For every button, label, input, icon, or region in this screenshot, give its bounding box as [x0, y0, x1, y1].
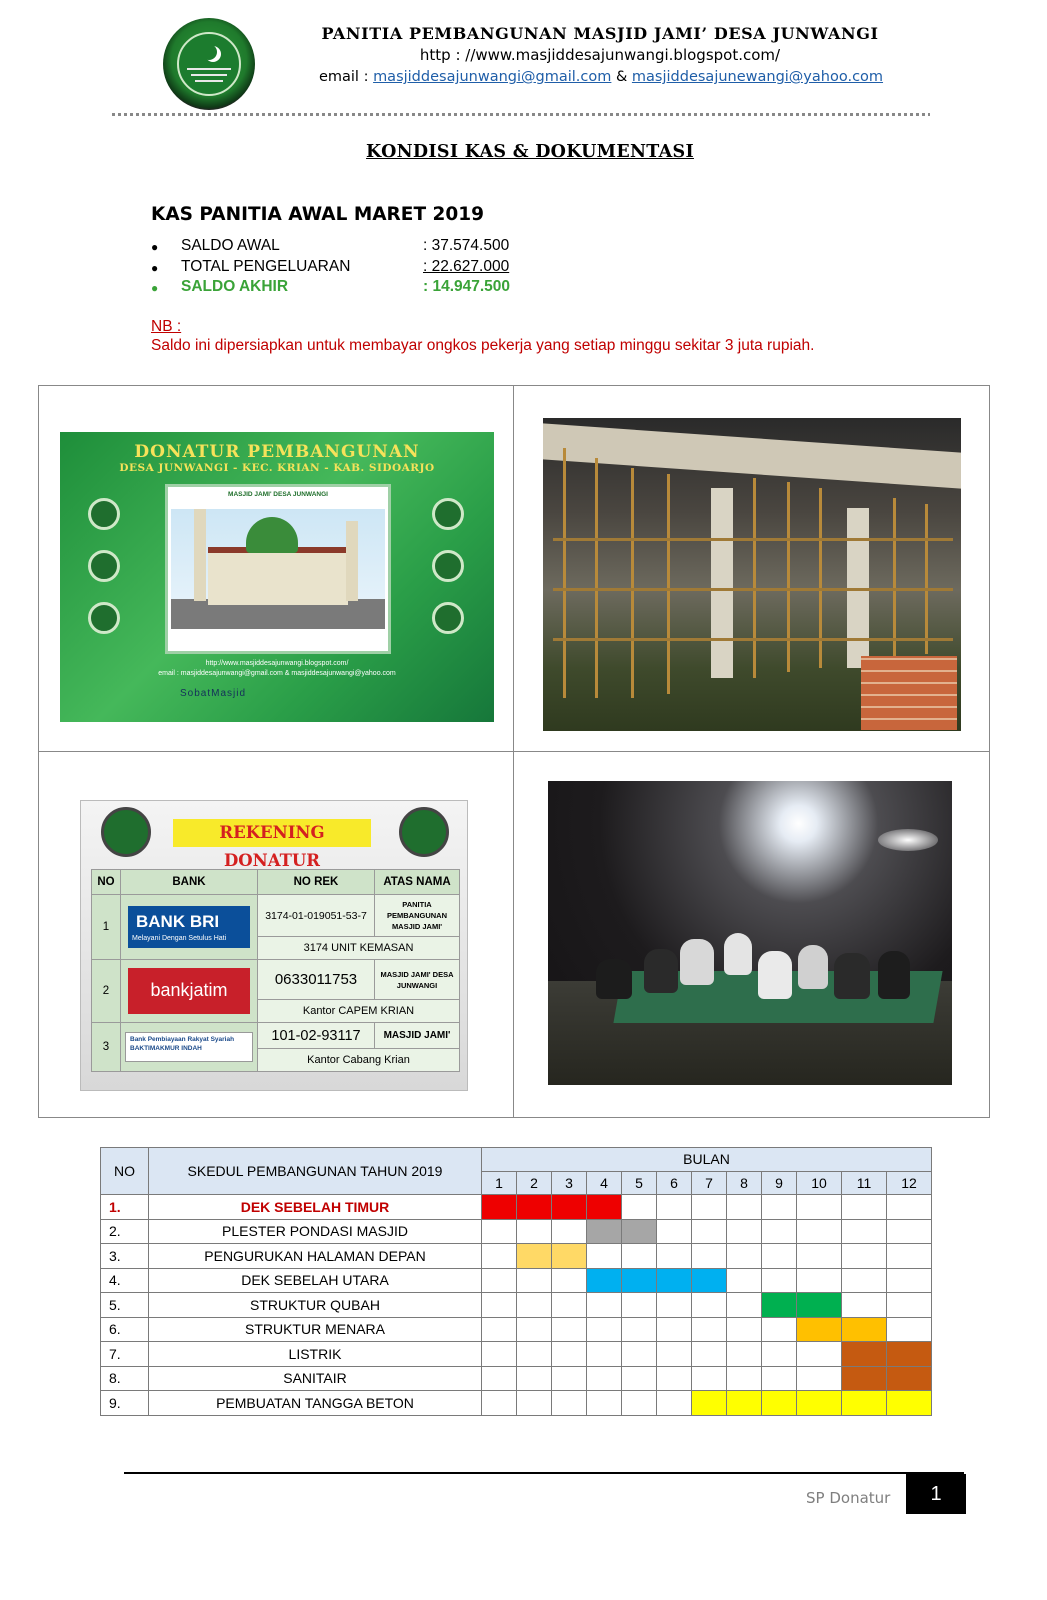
schedule-empty-cell	[692, 1293, 727, 1318]
social-icons: SobatMasjid	[180, 688, 247, 699]
schedule-task: DEK SEBELAH UTARA	[149, 1268, 482, 1293]
kas-value: : 37.574.500	[423, 237, 510, 254]
schedule-bar-cell	[797, 1391, 842, 1416]
month-header: 8	[727, 1171, 762, 1195]
schedule-empty-cell	[842, 1268, 887, 1293]
schedule-no: 5.	[101, 1293, 149, 1318]
schedule-empty-cell	[797, 1268, 842, 1293]
account-holder: PANITIA PEMBANGUNAN MASJID JAMI'	[375, 895, 460, 937]
schedule-task: PEMBUATAN TANGGA BETON	[149, 1391, 482, 1416]
schedule-empty-cell	[587, 1391, 622, 1416]
month-header: 6	[657, 1171, 692, 1195]
email-link-yahoo[interactable]: masjiddesajunewangi@yahoo.com	[631, 69, 884, 85]
org-logo-icon	[101, 807, 151, 857]
rek-no: 1	[92, 895, 121, 960]
month-header: 10	[797, 1171, 842, 1195]
schedule-no: 9.	[101, 1391, 149, 1416]
month-header: 9	[762, 1171, 797, 1195]
schedule-row	[101, 1244, 932, 1269]
bank-logo-bprs	[121, 1023, 258, 1072]
schedule-row	[101, 1268, 932, 1293]
schedule-no: 4.	[101, 1268, 149, 1293]
bullet-icon: ●	[151, 261, 159, 275]
schedule-empty-cell	[797, 1244, 842, 1269]
emblem-icon	[432, 498, 464, 530]
schedule-bar-cell	[887, 1342, 932, 1367]
schedule-task: PLESTER PONDASI MASJID	[149, 1219, 482, 1244]
kas-value: : 14.947.500	[423, 278, 511, 295]
schedule-empty-cell	[762, 1219, 797, 1244]
bank-logo-jatim	[121, 960, 258, 1023]
kas-label: TOTAL PENGELUARAN	[181, 258, 351, 275]
account-holder: MASJID JAMI'	[375, 1023, 460, 1049]
schedule-empty-cell	[587, 1317, 622, 1342]
schedule-bar-cell	[762, 1293, 797, 1318]
schedule-empty-cell	[657, 1219, 692, 1244]
schedule-bar-cell	[842, 1366, 887, 1391]
schedule-bar-cell	[587, 1195, 622, 1220]
schedule-empty-cell	[887, 1195, 932, 1220]
col-header-no: NO	[101, 1148, 149, 1195]
schedule-bar-cell	[842, 1391, 887, 1416]
schedule-empty-cell	[657, 1366, 692, 1391]
schedule-empty-cell	[587, 1244, 622, 1269]
schedule-empty-cell	[842, 1195, 887, 1220]
schedule-empty-cell	[482, 1219, 517, 1244]
schedule-row	[101, 1391, 932, 1416]
poster-subtitle: DESA JUNWANGI - KEC. KRIAN - KAB. SIDOARJO	[119, 462, 435, 474]
schedule-empty-cell	[552, 1219, 587, 1244]
schedule-task: PENGURUKAN HALAMAN DEPAN	[149, 1244, 482, 1269]
kas-label: SALDO AWAL	[181, 237, 280, 254]
schedule-empty-cell	[727, 1268, 762, 1293]
schedule-empty-cell	[517, 1317, 552, 1342]
schedule-empty-cell	[482, 1342, 517, 1367]
kas-label: SALDO AKHIR	[181, 278, 289, 295]
header-divider	[112, 113, 930, 116]
schedule-empty-cell	[887, 1317, 932, 1342]
month-header: 1	[482, 1171, 517, 1195]
bank-tagline: Melayani Dengan Setulus Hati	[132, 935, 227, 942]
schedule-row	[101, 1317, 932, 1342]
schedule-empty-cell	[727, 1195, 762, 1220]
schedule-bar-cell	[587, 1219, 622, 1244]
bank-logo-bri	[121, 895, 258, 960]
schedule-empty-cell	[517, 1268, 552, 1293]
schedule-empty-cell	[727, 1342, 762, 1367]
schedule-empty-cell	[692, 1366, 727, 1391]
rek-no: 2	[92, 960, 121, 1023]
kas-row-total-pengeluaran	[151, 258, 509, 278]
mosque-illustration	[165, 484, 391, 654]
schedule-bar-cell	[587, 1268, 622, 1293]
schedule-row	[101, 1195, 932, 1220]
schedule-bar-cell	[887, 1366, 932, 1391]
bank-name: BANK BRI	[136, 912, 220, 931]
schedule-bar-cell	[552, 1195, 587, 1220]
bank-name: bankjatim	[128, 968, 250, 1014]
month-header: 12	[887, 1171, 932, 1195]
schedule-empty-cell	[842, 1293, 887, 1318]
org-email	[296, 69, 906, 85]
col-header-month: BULAN	[482, 1148, 932, 1172]
schedule-empty-cell	[517, 1293, 552, 1318]
schedule-bar-cell	[797, 1317, 842, 1342]
schedule-empty-cell	[552, 1268, 587, 1293]
construction-photo-gathering	[548, 781, 952, 1085]
schedule-empty-cell	[797, 1342, 842, 1367]
schedule-empty-cell	[692, 1244, 727, 1269]
mosque-illustration-label: MASJID JAMI' DESA JUNWANGI	[228, 491, 328, 498]
schedule-no: 1.	[101, 1195, 149, 1220]
schedule-empty-cell	[552, 1366, 587, 1391]
schedule-bar-cell	[517, 1244, 552, 1269]
schedule-empty-cell	[727, 1366, 762, 1391]
schedule-empty-cell	[842, 1219, 887, 1244]
schedule-empty-cell	[587, 1342, 622, 1367]
account-number: 3174-01-019051-53-7	[258, 895, 375, 937]
org-url: http : //www.masjiddesajunwangi.blogspot.com/	[419, 46, 781, 64]
schedule-row	[101, 1342, 932, 1367]
schedule-bar-cell	[622, 1268, 657, 1293]
schedule-empty-cell	[797, 1366, 842, 1391]
month-header: 11	[842, 1171, 887, 1195]
schedule-empty-cell	[657, 1293, 692, 1318]
schedule-empty-cell	[482, 1366, 517, 1391]
col-header-norek: NO REK	[258, 870, 375, 895]
schedule-empty-cell	[762, 1268, 797, 1293]
schedule-empty-cell	[727, 1244, 762, 1269]
poster-email: email : masjiddesajunwangi@gmail.com & masjiddesajunwangi@yahoo.com	[158, 670, 396, 677]
schedule-empty-cell	[517, 1366, 552, 1391]
branch-office: 3174 UNIT KEMASAN	[258, 937, 460, 960]
schedule-empty-cell	[552, 1317, 587, 1342]
schedule-empty-cell	[762, 1244, 797, 1269]
schedule-empty-cell	[482, 1317, 517, 1342]
schedule-empty-cell	[517, 1391, 552, 1416]
schedule-task: DEK SEBELAH TIMUR	[149, 1195, 482, 1220]
schedule-empty-cell	[657, 1342, 692, 1367]
branch-office: Kantor Cabang Krian	[258, 1049, 460, 1072]
kas-row-saldo-akhir	[151, 278, 510, 298]
schedule-empty-cell	[762, 1366, 797, 1391]
account-number: 0633011753	[258, 960, 375, 1000]
schedule-empty-cell	[762, 1317, 797, 1342]
schedule-no: 2.	[101, 1219, 149, 1244]
account-holder: MASJID JAMI' DESA JUNWANGI	[375, 960, 460, 1000]
footer-divider	[124, 1472, 964, 1474]
schedule-bar-cell	[727, 1391, 762, 1416]
schedule-empty-cell	[622, 1317, 657, 1342]
nb-text: Saldo ini dipersiapkan untuk membayar ongkos pekerja yang setiap minggu sekitar 3 juta rupiah.	[151, 337, 815, 354]
schedule-empty-cell	[552, 1293, 587, 1318]
emblem-icon	[432, 550, 464, 582]
grid-divider-horizontal	[38, 751, 990, 752]
construction-photo-scaffolding	[543, 418, 961, 731]
schedule-empty-cell	[517, 1219, 552, 1244]
rek-no: 3	[92, 1023, 121, 1072]
emblem-icon	[432, 602, 464, 634]
emblem-icon	[88, 602, 120, 634]
schedule-empty-cell	[887, 1293, 932, 1318]
bank-name: Bank Pembiayaan Rakyat Syariah BAKTIMAKMUR INDAH	[125, 1032, 253, 1062]
schedule-task: LISTRIK	[149, 1342, 482, 1367]
schedule-no: 7.	[101, 1342, 149, 1367]
month-header: 5	[622, 1171, 657, 1195]
schedule-empty-cell	[552, 1342, 587, 1367]
schedule-bar-cell	[552, 1244, 587, 1269]
schedule-bar-cell	[692, 1391, 727, 1416]
rekening-title: REKENING DONATUR	[173, 819, 371, 847]
rekening-table	[91, 869, 460, 1072]
nb-label: NB :	[151, 318, 182, 335]
kas-value	[423, 258, 509, 278]
account-number: 101-02-93117	[258, 1023, 375, 1049]
schedule-no: 3.	[101, 1244, 149, 1269]
org-logo	[163, 18, 255, 110]
branch-office: Kantor CAPEM KRIAN	[258, 1000, 460, 1023]
kas-title: KAS PANITIA AWAL MARET 2019	[151, 204, 484, 225]
schedule-bar-cell	[842, 1342, 887, 1367]
col-header-task: SKEDUL PEMBANGUNAN TAHUN 2019	[149, 1148, 482, 1195]
schedule-empty-cell	[622, 1293, 657, 1318]
bullet-icon: ●	[151, 240, 159, 254]
schedule-empty-cell	[727, 1317, 762, 1342]
month-header: 4	[587, 1171, 622, 1195]
schedule-empty-cell	[762, 1195, 797, 1220]
schedule-bar-cell	[762, 1391, 797, 1416]
col-header-atas-nama: ATAS NAMA	[375, 870, 460, 895]
schedule-empty-cell	[622, 1195, 657, 1220]
emblem-icon	[88, 498, 120, 530]
page-number: 1	[906, 1474, 966, 1514]
schedule-empty-cell	[622, 1366, 657, 1391]
poster-title: DONATUR PEMBANGUNAN	[134, 442, 420, 462]
schedule-empty-cell	[622, 1391, 657, 1416]
schedule-bar-cell	[692, 1268, 727, 1293]
schedule-empty-cell	[622, 1244, 657, 1269]
schedule-empty-cell	[587, 1293, 622, 1318]
org-emblem-icon	[399, 807, 449, 857]
schedule-empty-cell	[887, 1244, 932, 1269]
schedule-empty-cell	[727, 1293, 762, 1318]
schedule-empty-cell	[552, 1391, 587, 1416]
schedule-empty-cell	[887, 1219, 932, 1244]
month-header: 2	[517, 1171, 552, 1195]
schedule-empty-cell	[692, 1219, 727, 1244]
schedule-row	[101, 1219, 932, 1244]
schedule-empty-cell	[842, 1244, 887, 1269]
schedule-row	[101, 1293, 932, 1318]
schedule-empty-cell	[762, 1342, 797, 1367]
schedule-empty-cell	[657, 1391, 692, 1416]
schedule-empty-cell	[482, 1293, 517, 1318]
schedule-empty-cell	[482, 1391, 517, 1416]
schedule-no: 8.	[101, 1366, 149, 1391]
col-header-no: NO	[92, 870, 121, 895]
schedule-empty-cell	[797, 1219, 842, 1244]
view-label: TAMPAK UTARA	[255, 635, 301, 641]
schedule-bar-cell	[482, 1195, 517, 1220]
schedule-empty-cell	[482, 1244, 517, 1269]
email-prefix: email :	[318, 69, 374, 85]
donatur-poster	[60, 432, 494, 722]
schedule-empty-cell	[657, 1317, 692, 1342]
month-header: 7	[692, 1171, 727, 1195]
schedule-empty-cell	[692, 1342, 727, 1367]
schedule-bar-cell	[797, 1293, 842, 1318]
rekening-donatur-card	[80, 800, 468, 1091]
schedule-table	[100, 1147, 932, 1416]
schedule-empty-cell	[692, 1317, 727, 1342]
bullet-icon: ●	[151, 281, 159, 295]
schedule-bar-cell	[842, 1317, 887, 1342]
schedule-bar-cell	[517, 1195, 552, 1220]
schedule-task: STRUKTUR QUBAH	[149, 1293, 482, 1318]
schedule-bar-cell	[622, 1219, 657, 1244]
email-separator: &	[611, 69, 632, 85]
schedule-bar-cell	[657, 1268, 692, 1293]
schedule-row	[101, 1366, 932, 1391]
schedule-task: STRUKTUR MENARA	[149, 1317, 482, 1342]
schedule-empty-cell	[587, 1366, 622, 1391]
org-title: PANITIA PEMBANGUNAN MASJID JAMI’ DESA JUNWANGI	[321, 24, 879, 43]
schedule-task: SANITAIR	[149, 1366, 482, 1391]
poster-url: http://www.masjiddesajunwangi.blogspot.com/	[205, 660, 349, 667]
month-header: 3	[552, 1171, 587, 1195]
doc-title: KONDISI KAS & DOKUMENTASI	[366, 142, 694, 162]
schedule-bar-cell	[887, 1391, 932, 1416]
emblem-icon	[88, 550, 120, 582]
schedule-empty-cell	[797, 1195, 842, 1220]
kas-value-underlined: : 22.627.000	[423, 258, 510, 275]
schedule-empty-cell	[517, 1342, 552, 1367]
col-header-bank: BANK	[121, 870, 258, 895]
footer-label: SP Donatur	[806, 1489, 891, 1507]
schedule-no: 6.	[101, 1317, 149, 1342]
kas-row-saldo-awal	[151, 237, 509, 257]
email-link-gmail[interactable]: masjiddesajunwangi@gmail.com	[373, 69, 612, 85]
schedule-empty-cell	[727, 1219, 762, 1244]
schedule-empty-cell	[657, 1244, 692, 1269]
schedule-empty-cell	[692, 1195, 727, 1220]
schedule-empty-cell	[482, 1268, 517, 1293]
schedule-empty-cell	[887, 1268, 932, 1293]
schedule-empty-cell	[622, 1342, 657, 1367]
schedule-empty-cell	[657, 1195, 692, 1220]
